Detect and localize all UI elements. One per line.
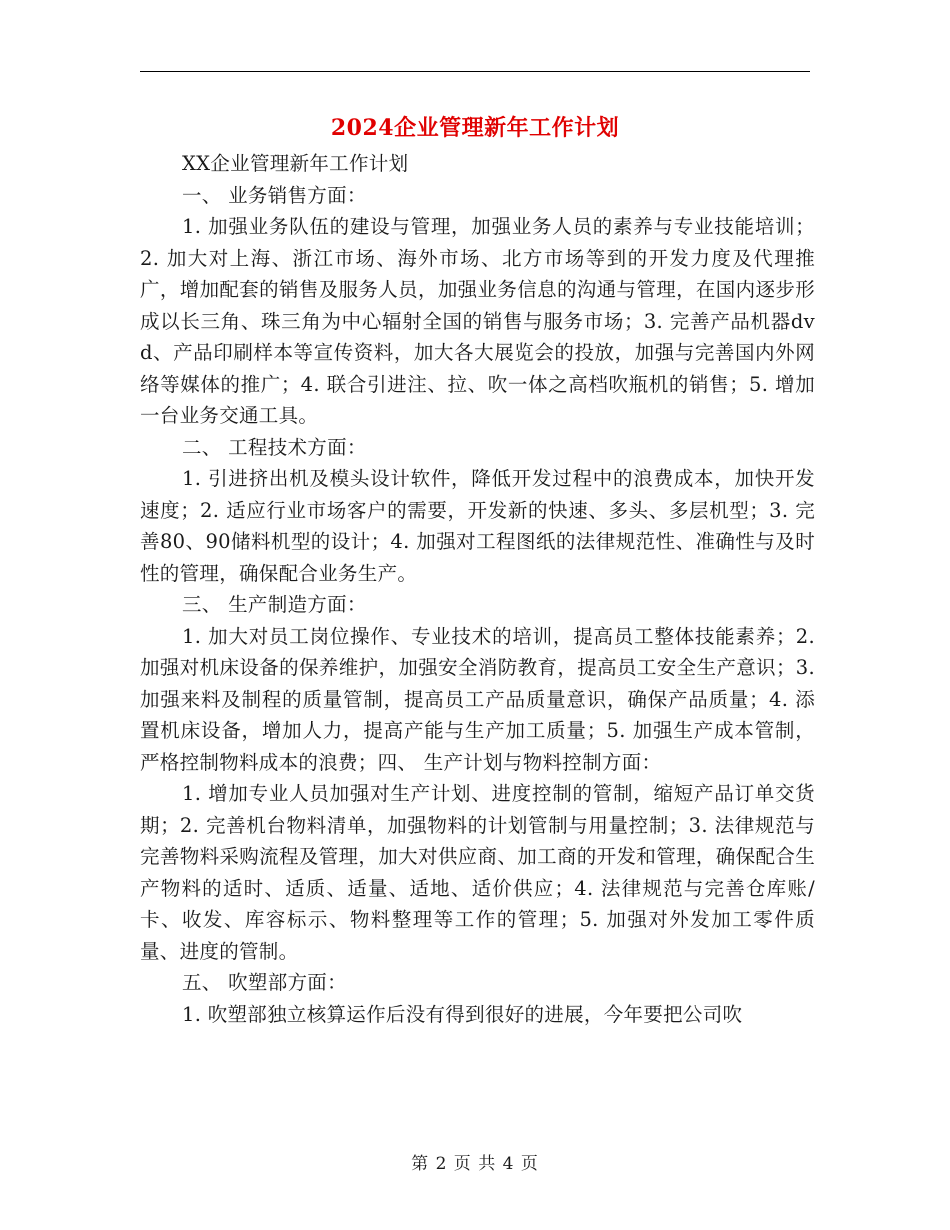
section-body-blow-molding: 1. 吹塑部独立核算运作后没有得到很好的进展，今年要把公司吹 xyxy=(182,1002,743,1026)
section-body-sales: 1. 加强业务队伍的建设与管理，加强业务人员的素养与专业技能培训；2. 加大对上海、浙江市场、海外市场、北方市场等到的开发力度及代理推广，增加配套的销售及服务人员，加强业务信息的沟通与管理，在国内逐步形成以长三角、珠三角为中心辐射全国的销售与服务市场；3. 完善产品机器dvd、产品印刷样本等宣传资料，加大各大展览会的投放，加强与完善国内外网络等媒体的推广；4. 联合引进注、拉、吹一体之高档吹瓶机的销售；5. 增加一台业务交通工具。 xyxy=(140,215,815,427)
document-body xyxy=(140,148,815,1030)
section-body-engineering: 1. 引进挤出机及模头设计软件，降低开发过程中的浪费成本，加快开发速度；2. 适应行业市场客户的需要，开发新的快速、多头、多层机型；3. 完善80、90储料机型的设计；4. 加强对工程图纸的法律规范性、准确性与及时性的管理，确保配合业务生产。 xyxy=(140,467,815,585)
section-body-planning: 1. 增加专业人员加强对生产计划、进度控制的管制，缩短产品订单交货期；2. 完善机台物料清单，加强物料的计划管制与用量控制；3. 法律规范与完善物料采购流程及管理，加大对供应商、加工商的开发和管理，确保配合生产物料的适时、适质、适量、适地、适价供应；4. 法律规范与完善仓库账/卡、收发、库容标示、物料整理等工作的管理；5. 加强对外发加工零件质量、进度的管制。 xyxy=(140,782,815,963)
document-subtitle: XX企业管理新年工作计划 xyxy=(182,152,409,175)
section-body-manufacturing: 1. 加大对员工岗位操作、专业技术的培训，提高员工整体技能素养；2. 加强对机床设备的保养维护，加强安全消防教育，提高员工安全生产意识；3. 加强来料及制程的质量管制，提高员工产品质量意识，确保产品质量；4. 添置机床设备，增加人力，提高产能与生产加工质量；5. 加强生产成本管制，严格控制物料成本的浪费；四、 生产计划与物料控制方面： xyxy=(140,624,815,774)
document-title: 2024企业管理新年工作计划 xyxy=(330,115,620,141)
header-rule xyxy=(140,71,810,72)
page-number: 第 2 页 共 4 页 xyxy=(411,1154,539,1174)
section-heading-blow-molding: 五、 吹塑部方面： xyxy=(182,971,347,994)
section-heading-manufacturing: 三、 生产制造方面： xyxy=(182,593,367,616)
section-heading-engineering: 二、 工程技术方面： xyxy=(182,435,367,459)
section-heading-sales: 一、 业务销售方面： xyxy=(182,183,367,207)
